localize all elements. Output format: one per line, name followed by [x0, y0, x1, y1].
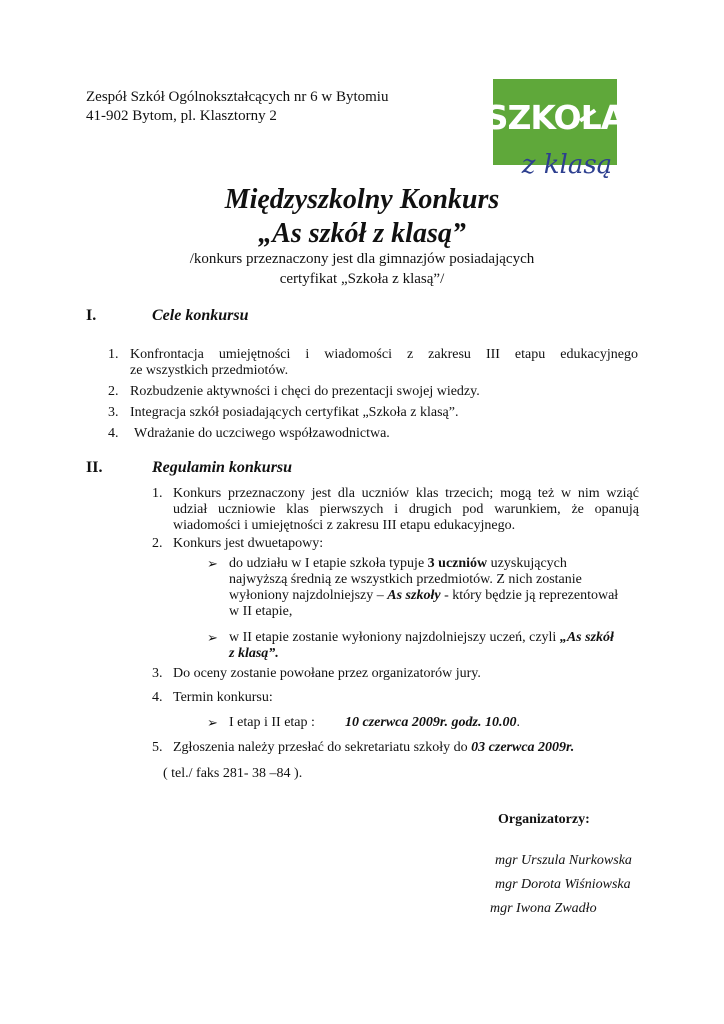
- rule-2-bullet-1-line3: wyłoniony najzdolniejszy – As szkoły - który będzie ją reprezentował: [229, 588, 619, 603]
- rule-1-number: 1.: [152, 486, 163, 501]
- rule-2-number: 2.: [152, 536, 163, 551]
- logo-word-z-klasa: z klasą: [521, 150, 613, 180]
- rule-4-number: 4.: [152, 690, 163, 705]
- goal-1-text-line2: ze wszystkich przedmiotów.: [130, 363, 289, 378]
- goal-2-text: Rozbudzenie aktywności i chęci do prezentacji swojej wiedzy.: [130, 384, 480, 399]
- page-title-line1: Międzyszkolny Konkurs: [224, 184, 500, 215]
- rule-1-line2: udział uczniowie klas pierwszych i drugich pod warunkiem, że opanują: [173, 502, 639, 517]
- goal-1-number: 1.: [108, 347, 119, 362]
- rule-1-line3: wiadomości i umiejętności z zakresu III etapu edukacyjnego.: [173, 518, 516, 533]
- goal-4-text: Wdrażanie do uczciwego współzawodnictwa.: [134, 426, 390, 441]
- section-1-number: I.: [86, 307, 97, 324]
- rule-2-bullet-1-line2: najwyższą średnią ze wszystkich przedmiotów. Z nich zostanie: [229, 572, 582, 587]
- arrow-bullet-icon: ➢: [207, 556, 218, 571]
- goal-1-text-line1: Konfrontacja umiejętności i wiadomości z zakresu III etapu edukacyjnego: [130, 347, 638, 362]
- arrow-bullet-icon: ➢: [207, 630, 218, 645]
- section-2-number: II.: [86, 459, 103, 476]
- section-1-title: Cele konkursu: [152, 307, 249, 324]
- page-subtitle-line2: certyfikat „Szkoła z klasą”/: [279, 271, 445, 287]
- organizer-name-3: mgr Iwona Zwadło: [490, 901, 597, 916]
- school-address: 41-902 Bytom, pl. Klasztorny 2: [86, 108, 277, 124]
- rule-1-line1: Konkurs przeznaczony jest dla uczniów klas trzecich; mogą też w nim wziąć: [173, 486, 639, 501]
- organizer-name-1: mgr Urszula Nurkowska: [495, 853, 632, 868]
- rule-2-bullet-2-line1: w II etapie zostanie wyłoniony najzdolniejszy uczeń, czyli „As szkół: [229, 630, 614, 645]
- school-name: Zespół Szkół Ogólnokształcących nr 6 w Bytomiu: [86, 89, 389, 105]
- goal-3-number: 3.: [108, 405, 119, 420]
- rule-3-text: Do oceny zostanie powołane przez organizatorów jury.: [173, 666, 481, 681]
- section-2-title: Regulamin konkursu: [152, 459, 293, 476]
- school-logo: [491, 77, 621, 182]
- organizers-heading: Organizatorzy:: [498, 812, 590, 827]
- rule-4-text: Termin konkursu:: [173, 690, 273, 705]
- arrow-bullet-icon: ➢: [207, 715, 218, 730]
- logo-word-szkola: SZKOŁA: [491, 98, 621, 137]
- rule-2-text: Konkurs jest dwuetapowy:: [173, 536, 324, 551]
- goal-4-number: 4.: [108, 426, 119, 441]
- rule-5-number: 5.: [152, 740, 163, 755]
- page-title-line2: „As szkół z klasą”: [258, 218, 466, 249]
- rule-5-contact: ( tel./ faks 281- 38 –84 ).: [163, 766, 303, 781]
- page-subtitle-line1: /konkurs przeznaczony jest dla gimnazjów posiadających: [189, 251, 535, 267]
- rule-2-bullet-2-line2: z klasą”.: [229, 646, 279, 661]
- rule-4-date: 10 czerwca 2009r. godz. 10.00.: [345, 715, 520, 730]
- goal-3-text: Integracja szkół posiadających certyfikat „Szkoła z klasą”.: [130, 405, 459, 420]
- rule-3-number: 3.: [152, 666, 163, 681]
- logo-graphic: [491, 77, 621, 182]
- organizer-name-2: mgr Dorota Wiśniowska: [495, 877, 631, 892]
- goal-2-number: 2.: [108, 384, 119, 399]
- rule-2-bullet-1-line4: w II etapie,: [229, 604, 293, 619]
- rule-5-line1: Zgłoszenia należy przesłać do sekretariatu szkoły do 03 czerwca 2009r.: [173, 740, 575, 755]
- rule-4-stages-label: I etap i II etap :: [229, 715, 315, 730]
- rule-2-bullet-1-line1: do udziału w I etapie szkoła typuje 3 uczniów uzyskujących: [229, 556, 567, 571]
